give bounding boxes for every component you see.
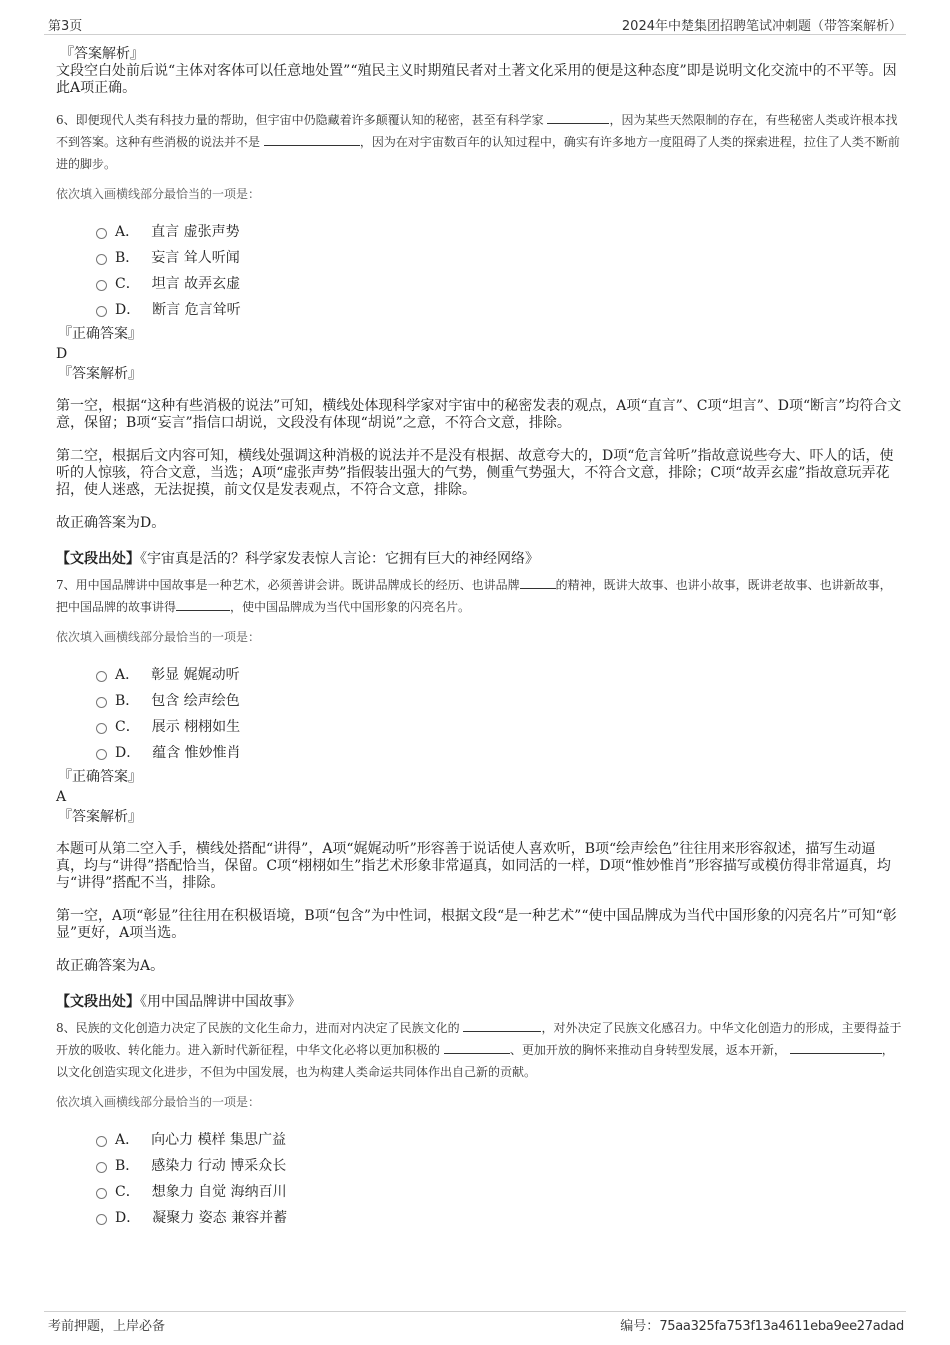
q7-option-a[interactable]: A． 彰显 娓娓动听 — [96, 661, 902, 687]
page-content — [56, 46, 902, 1230]
q7-stem: 7、用中国品牌讲中国故事是一种艺术，必须善讲会讲。既讲品牌成长的经历、也讲品牌 的精神，既讲大故事、也讲小故事，既讲老故事、也讲新故事，把中国品牌的故事讲得 ，使中国品牌成为当代中国形象的闪亮名片。 — [56, 578, 892, 614]
q8-prompt: 依次填入画横线部分最恰当的一项是： — [56, 1095, 261, 1109]
q6-option-b[interactable]: B． 妄言 耸人听闻 — [96, 244, 902, 270]
q7-options — [96, 661, 902, 765]
q8-options — [96, 1126, 902, 1230]
q6-conclusion: 故正确答案为D。 — [56, 515, 166, 531]
q7-source: 【文段出处】《用中国品牌讲中国故事》 — [56, 994, 301, 1010]
radio-icon[interactable] — [96, 697, 107, 708]
q6-option-a[interactable]: A． 直言 虚张声势 — [96, 218, 902, 244]
q6-prompt: 依次填入画横线部分最恰当的一项是： — [56, 187, 261, 201]
prev-analysis-text: 文段空白处前后说“主体对客体可以任意地处置”“殖民主义时期殖民者对土著文化采用的便是这种态度”即是说明文化交流中的不平等。因此A项正确。 — [56, 63, 897, 96]
q6-options — [96, 218, 902, 322]
q7-blank-2 — [176, 598, 230, 611]
document-code: 编号：75aa325fa753f13a4611eba9ee27adad — [620, 1319, 904, 1334]
page-number: 第3页 — [48, 19, 83, 34]
q8-option-a[interactable]: A． 向心力 模样 集思广益 — [96, 1126, 902, 1152]
q7-analysis-label: 『答案解析』 — [58, 809, 142, 825]
radio-icon[interactable] — [96, 1214, 107, 1225]
page-header — [44, 12, 906, 35]
q7-option-d[interactable]: D． 蕴含 惟妙惟肖 — [96, 739, 902, 765]
q7-analysis-1: 本题可从第二空入手，横线处搭配“讲得”，A项“娓娓动听”形容善于说话使人喜欢听，B项“绘声绘色”往往用来形容叙述，描写生动逼真，均与“讲得”搭配恰当，保留。C项“栩栩如生”指艺术形象非常逼真，如同活的一样，D项“惟妙惟肖”形容描写或模仿得非常逼真，均与“讲得”搭配不当，排除。 — [56, 841, 891, 891]
q6-answer: D — [56, 346, 68, 362]
q6-answer-label: 『正确答案』 — [58, 326, 142, 342]
radio-icon[interactable] — [96, 1136, 107, 1147]
q6-analysis-2: 第二空，根据后文内容可知，横线处强调这种消极的说法并不是没有根据、故意夸大的，D项“危言耸听”指故意说些夸大、吓人的话，使听的人惊骇，符合文意，当选；A项“虚张声势”指假装出强大的气势，侧重气势强大，不符合文意，排除；C项“故弄玄虚”指故意玩弄花招，使人迷惑，无法捉摸，前文仅是发表观点，不符合文意，排除。 — [56, 448, 894, 498]
q6-analysis-label: 『答案解析』 — [58, 366, 142, 382]
radio-icon[interactable] — [96, 280, 107, 291]
radio-icon[interactable] — [96, 306, 107, 317]
q6-blank-1 — [547, 111, 609, 124]
q7-answer-label: 『正确答案』 — [58, 769, 142, 785]
footer-slogan: 考前押题，上岸必备 — [48, 1319, 166, 1334]
radio-icon[interactable] — [96, 228, 107, 239]
q8-stem: 8、民族的文化创造力决定了民族的文化生命力，进而对内决定了民族文化的 ，对外决定了民族文化感召力。中华文化创造力的形成，主要得益于开放的吸收、转化能力。进入新时代新征程，中华文化必将以更加积极的 、更加开放的胸怀来推动自身转型发展，返本开新， ，以文化创造实现文化进步，不但为中国发展，也为构建人类命运共同体作出自己新的贡献。 — [56, 1021, 902, 1079]
q6-analysis-1: 第一空，根据“这种有些消极的说法”可知，横线处体现科学家对宇宙中的秘密发表的观点，A项“直言”、C项“坦言”、D项“断言”均符合文意，保留；B项“妄言”指信口胡说，文段没有体现“胡说”之意，不符合文意，排除。 — [56, 398, 902, 431]
document-title: 2024年中楚集团招聘笔试冲刺题（带答案解析） — [621, 19, 902, 34]
radio-icon[interactable] — [96, 1188, 107, 1199]
q6-blank-2 — [264, 133, 360, 146]
page-footer — [44, 1311, 906, 1338]
q7-answer: A — [56, 789, 67, 805]
radio-icon[interactable] — [96, 1162, 107, 1173]
radio-icon[interactable] — [96, 749, 107, 760]
q8-blank-1 — [463, 1019, 541, 1032]
q6-option-c[interactable]: C． 坦言 故弄玄虚 — [96, 270, 902, 296]
q7-conclusion: 故正确答案为A。 — [56, 958, 165, 974]
prev-analysis-label: 『答案解析』 — [60, 46, 144, 62]
q6-source: 【文段出处】《宇宙真是活的？科学家发表惊人言论：它拥有巨大的神经网络》 — [56, 551, 539, 567]
q8-blank-3 — [790, 1041, 882, 1054]
q7-option-c[interactable]: C． 展示 栩栩如生 — [96, 713, 902, 739]
q6-stem: 6、即便现代人类有科技力量的帮助，但宇宙中仍隐藏着许多颠覆认知的秘密，甚至有科学家 ，因为某些天然限制的存在，有些秘密人类或许根本找不到答案。这种有些消极的说法并不是 ，因为在对宇宙数百年的认知过程中，确实有许多地方一度阻碍了人类的探索进程，拉住了人类不断前进的脚步。 — [56, 113, 900, 171]
q8-blank-2 — [444, 1041, 510, 1054]
q8-option-c[interactable]: C． 想象力 自觉 海纳百川 — [96, 1178, 902, 1204]
q6-option-d[interactable]: D． 断言 危言耸听 — [96, 296, 902, 322]
radio-icon[interactable] — [96, 671, 107, 682]
q7-prompt: 依次填入画横线部分最恰当的一项是： — [56, 630, 261, 644]
q7-option-b[interactable]: B． 包含 绘声绘色 — [96, 687, 902, 713]
radio-icon[interactable] — [96, 723, 107, 734]
q8-option-d[interactable]: D． 凝聚力 姿态 兼容并蓄 — [96, 1204, 902, 1230]
q8-option-b[interactable]: B． 感染力 行动 博采众长 — [96, 1152, 902, 1178]
q7-blank-1 — [520, 576, 556, 589]
radio-icon[interactable] — [96, 254, 107, 265]
q7-analysis-2: 第一空，A项“彰显”往往用在积极语境，B项“包含”为中性词，根据文段“是一种艺术”“使中国品牌成为当代中国形象的闪亮名片”可知“彰显”更好，A项当选。 — [56, 908, 897, 941]
